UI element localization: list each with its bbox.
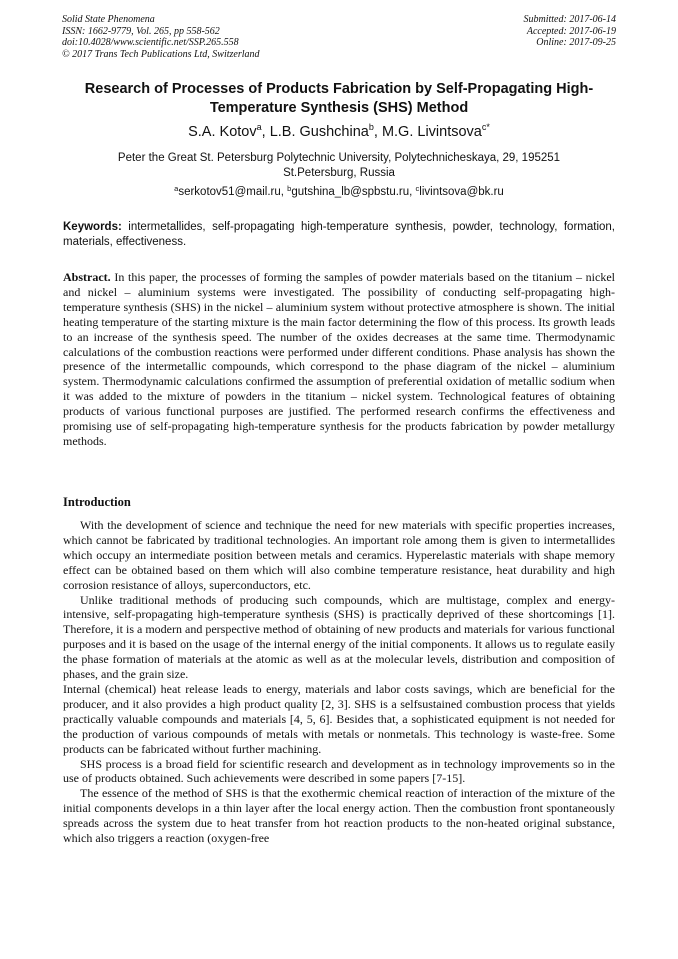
author-list: S.A. Kotov$^a$, L.B. Gushchina$^b$, M.G. Livintsova$^{c*}$ <box>188 122 490 140</box>
email-link[interactable]: livintsova@bk.ru <box>419 186 504 198</box>
paper-title: Research of Processes of Products Fabrication by Self-Propagating High-Temperature Synthesis (SHS) Method <box>84 81 594 116</box>
introduction-body <box>63 518 615 846</box>
author: S.A. Kotov <box>188 124 257 140</box>
accepted-date: Accepted: 2017-06-19 <box>526 25 616 37</box>
author: L.B. Gushchina <box>269 124 369 140</box>
abstract-text: In this paper, the processes of forming the samples of powder materials based on the titanium – nickel and nickel – aluminium systems were investigated. The possibility of conducting self-propagating high-temperature synthesis (SHS) in the nickel – aluminium system without protective atmosphere is shown. The initial heating temperature of the starting mixture is the main factor determining the flow of this process. Its growth leads to an increase of the synthesis speed. The number of the oxides decreases at the same time. Thermodynamic calculations of the combustion reactions were performed under different conditions. Phase analysis has shown the presence of the intermetallic compounds, which correspond to the phase diagram of the nickel – aluminium system. Thermodynamic calculations confirmed the assumption of preferential oxidation of metallic sodium when it was added to the mixture of powders in the titanium – nickel system. Technological features of obtaining products of various functional purposes are justified. The performed research confirms the effectiveness and promising use of self-propagating high-temperature synthesis for the products fabrication by powder metallurgy methods. <box>63 270 616 448</box>
keywords-text: intermetallides, self-propagating high-temperature synthesis, powder, technology, formation, materials, effectiveness. <box>63 221 615 248</box>
affiliation: Peter the Great St. Petersburg Polytechnic University, Polytechnicheskaya, 29, 195251 St.Petersburg, Russia <box>117 152 561 179</box>
paragraph: SHS process is a broad field for scientific research and development as in technology improvements so in the use of products obtained. Such achievements were described in some papers [7-15]. <box>63 756 615 786</box>
author-affil-mark: c* <box>481 122 490 132</box>
email-link[interactable]: serkotov51@mail.ru <box>178 186 281 198</box>
author-affil-mark: a <box>256 122 262 132</box>
journal-issn: ISSN: 1662-9779, Vol. 265, pp 558-562 <box>62 25 220 37</box>
paragraph: Internal (chemical) heat release leads to energy, materials and labor costs savings, which are beneficial for the producer, and it also provides a high product quality [2, 3]. SHS is a selfsustained combustion process that yields practically valuable compounds and materials [4, 5, 6]. Besides that, a sophisticated equipment is not needed for the production of various compounds of metals with metals or nonmetals. This technology is waste-free. Some products can be fabricated without further machining. <box>63 681 615 756</box>
paragraph: With the development of science and technique the need for new materials with specific properties increases, which cannot be fabricated by traditional technologies. An important role among them is given to intermetallides which occupy an intermediate position between metals and ceramics. Hyperelastic materials with shape memory effect can be obtained based on them which will also combine temperature resistance, heat durability and high corrosion resistance of alloys, superconductors, etc. <box>63 518 615 592</box>
author-affil-mark: b <box>368 122 374 132</box>
journal-doi[interactable]: doi:10.4028/www.scientific.net/SSP.265.558 <box>62 37 239 48</box>
journal-copyright: © 2017 Trans Tech Publications Ltd, Switzerland <box>62 48 260 60</box>
email-link[interactable]: gutshina_lb@spbstu.ru <box>291 186 410 198</box>
email-list: $^a$serkotov51@mail.ru, $^b$gutshina_lb@spbstu.ru, $^c$livintsova@bk.ru <box>174 184 504 198</box>
online-date: Online: 2017-09-25 <box>536 37 616 48</box>
abstract <box>63 270 615 449</box>
keywords <box>63 220 615 250</box>
section-heading-introduction: Introduction <box>63 495 131 509</box>
journal-header <box>62 14 260 60</box>
abstract-label: Abstract. <box>63 270 111 284</box>
paragraph: The essence of the method of SHS is that the exothermic chemical reaction of interaction of the mixture of the initial components develops in a thin layer after the local energy action. Then the combustion front spontaneously spreads across the system due to heat transfer from hot reaction products to the non-heated original substance, which also triggers a reaction (oxygen-free <box>63 786 615 846</box>
paragraph: Unlike traditional methods of producing such compounds, which are multistage, complex and energy-intensive, self-propagating high-temperature synthesis (SHS) is practically deprived of these shortcomings [1]. Therefore, it is a modern and perspective method of obtaining of new products and materials for various functional purposes and it is based on the usage of the internal energy of the initial components. It allows us to regulate easily the phase formation of materials at the atomic as well as at the molecular levels, distribution and composition of phases, and the grain size. <box>63 592 615 682</box>
journal-name: Solid State Phenomena <box>62 14 155 25</box>
dates-header <box>524 14 617 49</box>
author: M.G. Livintsova <box>381 124 482 140</box>
keywords-label: Keywords: <box>63 221 122 233</box>
submitted-date: Submitted: 2017-06-14 <box>523 14 616 25</box>
